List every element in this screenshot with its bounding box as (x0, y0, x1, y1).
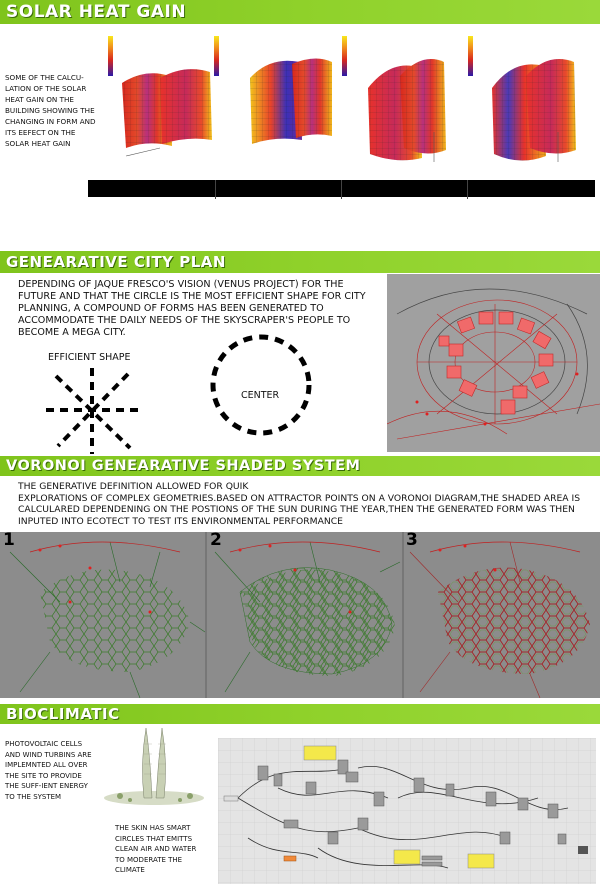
efficient-shape-diagram (40, 366, 145, 456)
solar-heat-renders (100, 28, 600, 178)
grasshopper-definition (218, 738, 596, 884)
voronoi-description-rest: EXPLORATIONS OF COMPLEX GEOMETRIES.BASED ON ATTRACTOR POINTS ON A VORONOI DIAGRAM,THE SHADED AREA IS CALCULARED DEPENDENING ON THE POSTIONS OF THE SUN DURING THE YEAR,THEN THE GENERATED FORM WAS THEN INPUTED INTO ECOTECT TO TEST ITS ENVIRONMENTAL PERFORMANCE (18, 492, 581, 527)
bioclimatic-title: BIOCLIMATIC (6, 705, 120, 723)
voronoi-step-3: 3 (406, 530, 418, 550)
bio-text-energy: PHOTOVOLTAIC CELLS AND WIND TURBINS ARE IMPLEMNTED ALL OVER THE SITE TO PROVIDE THE SUFF-IENT ENERGY TO THE SYSTEM (5, 740, 92, 801)
voronoi-step-2: 2 (210, 530, 222, 550)
solar-heat-gain-title: SOLAR HEAT GAIN (6, 2, 187, 22)
city-plan-banner (0, 251, 600, 273)
voronoi-description (18, 481, 598, 527)
voronoi-panels (0, 532, 600, 698)
solar-heat-gain-banner (0, 0, 600, 24)
city-description: DEPENDING OF JAQUE FRESCO'S VISION (VENUS PROJECT) FOR THE FUTURE AND THAT THE CIRCLE IS THE MOST EFFICIENT SHAPE FOR CITY PLANNING, A COMPOUND OF FORMS HAS BEEN GENERATED TO ACCOMMODATE THE DAILY NEEDS OF THE SKYSCRAPER'S PEOPLE TO BECOME A MEGA CITY. (18, 279, 366, 338)
bioclimatic-banner (0, 704, 600, 724)
center-circle-diagram (206, 330, 316, 440)
voronoi-title: VORONOI GENEARATIVE SHADED SYSTEM (6, 458, 361, 474)
city-plan-title: GENEARATIVE CITY PLAN (6, 253, 226, 271)
city-plan-render (387, 274, 600, 452)
voronoi-banner (0, 456, 600, 476)
bio-tower-render (100, 724, 208, 810)
ecotect-info-strip (88, 180, 595, 197)
efficient-shape-label: EFFICIENT SHAPE (48, 352, 131, 363)
center-label: CENTER (241, 390, 280, 401)
voronoi-step-1: 1 (3, 530, 15, 550)
bio-text-skin: THE SKIN HAS SMART CIRCLES THAT EMITTS CLEAN AIR AND WATER TO MODERATE THE CLIMATE (115, 824, 197, 874)
voronoi-description-line1: THE GENERATIVE DEFINITION ALLOWED FOR QUIK (18, 481, 249, 492)
solar-description: SOME OF THE CALCU-LATION OF THE SOLAR HEAT GAIN ON THE BUILDING SHOWING THE CHANGING IN FORM AND ITS EEFECT ON THE SOLAR HEAT GAIN (5, 73, 96, 148)
